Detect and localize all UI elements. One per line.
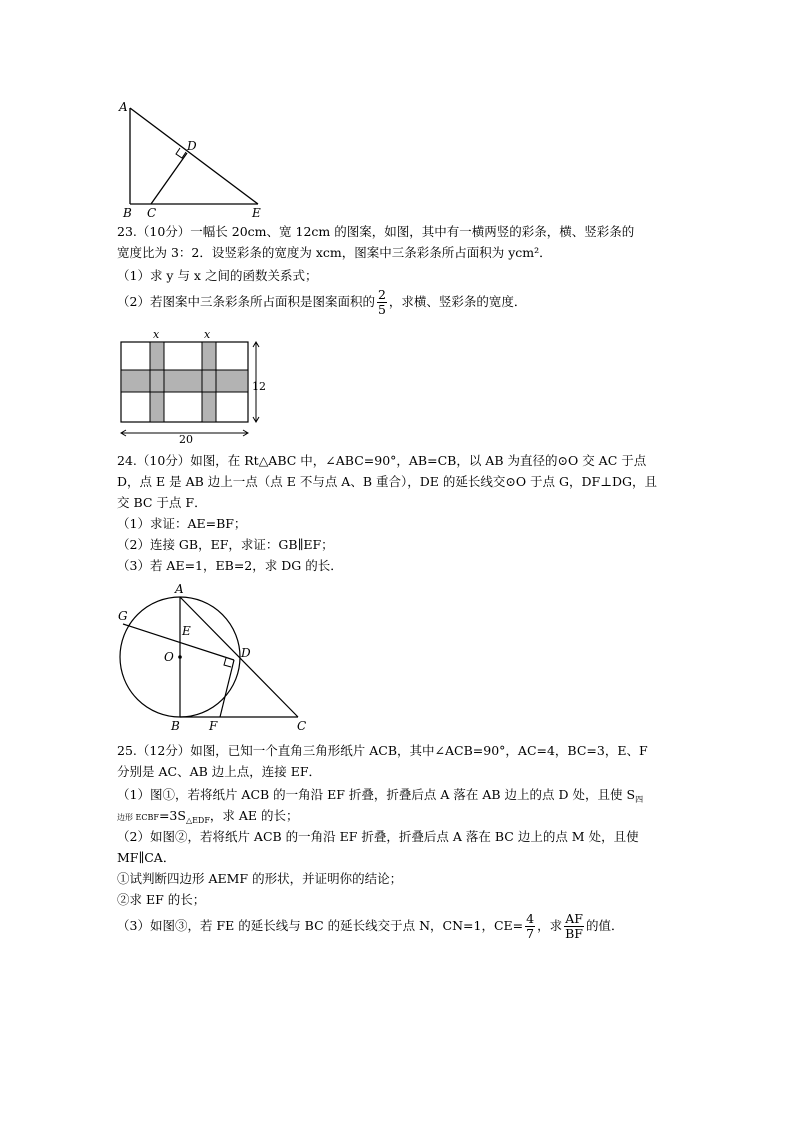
label-a: A — [119, 100, 128, 114]
label-x2: x — [204, 328, 211, 341]
q25-part1-tail: ，求 AE 的长； — [209, 808, 299, 823]
label-d: D — [187, 139, 197, 153]
right-angle-mark — [224, 658, 231, 667]
center-dot — [178, 655, 182, 659]
segment-df — [220, 660, 234, 717]
label-c: C — [147, 206, 157, 220]
fraction-denominator: 7 — [526, 926, 535, 941]
label-e: E — [252, 206, 261, 220]
vertical-stripe-1 — [150, 342, 164, 422]
fraction-numerator: 2 — [377, 287, 386, 302]
stripes-figure-q23 — [115, 326, 275, 444]
q24-line1: 24.（10分）如图，在 Rt△ABC 中，∠ABC=90°，AB=CB，以 AB 为直径的⊙O 交 AC 于点 — [117, 453, 647, 468]
fraction-numerator: 4 — [526, 911, 535, 926]
label-height: 12 — [252, 380, 266, 393]
q24-part1: （1）求证：AE=BF； — [117, 516, 247, 531]
q25-part2-b: MF∥CA． — [117, 850, 176, 865]
q24-part3: （3）若 AE=1，EB=2，求 DG 的长． — [117, 558, 343, 573]
q25-part1-a — [117, 787, 643, 808]
segment-gd — [123, 624, 234, 660]
q25-line2: 分别是 AC、AB 边上点，连接 EF． — [117, 764, 322, 779]
fraction-four-sevenths — [525, 912, 535, 941]
q25-part1-text: （1）图①，若将纸片 ACB 的一角沿 EF 折叠，折叠后点 A 落在 AB 边上的点 D 处，且使 S — [117, 787, 636, 802]
label-b: B — [123, 206, 132, 220]
label-c: C — [297, 719, 307, 733]
q23-line1: 23.（10分）一幅长 20cm、宽 12cm 的图案，如图，其中有一横两竖的彩条，横、竖彩条的 — [117, 224, 635, 239]
segment-cd — [151, 153, 187, 204]
fraction-numerator: AF — [565, 911, 583, 926]
label-e: E — [182, 624, 191, 638]
q25-part1-eq: =3S — [158, 808, 186, 823]
q25-part2-a: （2）如图②，若将纸片 ACB 的一角沿 EF 折叠，折叠后点 A 落在 BC 边上的点 M 处，且使 — [117, 829, 639, 844]
horizontal-stripe — [121, 370, 248, 392]
label-o: O — [164, 650, 174, 664]
circle-figure-q24 — [112, 580, 312, 736]
q23-part1: （1）求 y 与 x 之间的函数关系式； — [117, 268, 318, 283]
fraction-af-bf — [564, 912, 584, 941]
q25-part3-mid: ，求 — [537, 918, 563, 933]
label-g: G — [118, 609, 128, 623]
q23-part2 — [117, 286, 526, 318]
fraction-denominator: 5 — [377, 302, 386, 317]
subscript-ecbf: 边形 ECBF — [117, 813, 159, 822]
q24-line3: 交 BC 于点 F． — [117, 495, 207, 510]
q24-line2: D，点 E 是 AB 边上一点（点 E 不与点 A、B 重合），DE 的延长线交⊙O 于点 G，DF⊥DG，且 — [117, 474, 657, 489]
segment-ae — [130, 108, 258, 204]
subscript-edf: △EDF — [185, 816, 210, 825]
segment-ac — [180, 597, 298, 717]
fraction-denominator: BF — [565, 926, 583, 941]
triangle-figure-q22 — [115, 96, 275, 220]
q25-line1: 25.（12分）如图，已知一个直角三角形纸片 ACB，其中∠ACB=90°，AC=4，BC=3，E、F — [117, 743, 648, 758]
q24-part2: （2）连接 GB，EF，求证：GB∥EF； — [117, 537, 334, 552]
q25-part3 — [117, 910, 623, 942]
q23-part2-tail: ，求横、竖彩条的宽度． — [388, 294, 527, 309]
q23-line2: 宽度比为 3：2．设竖彩条的宽度为 xcm，图案中三条彩条所占面积为 ycm²． — [117, 245, 552, 260]
fraction-two-fifths — [377, 288, 387, 317]
label-width: 20 — [179, 433, 193, 444]
q25-part2-i: ①试判断四边形 AEMF 的形状，并证明你的结论； — [117, 871, 403, 886]
q25-part3-tail: 的值． — [585, 918, 624, 933]
q25-part2-ii: ②求 EF 的长； — [117, 892, 206, 907]
label-f: F — [209, 719, 218, 733]
q25-part1-b — [117, 808, 299, 829]
vertical-stripe-2 — [202, 342, 216, 422]
label-b: B — [171, 719, 180, 733]
label-d: D — [241, 646, 251, 660]
label-a: A — [175, 582, 184, 596]
subscript-si: 四 — [635, 795, 644, 804]
q23-part2-text: （2）若图案中三条彩条所占面积是图案面积的 — [117, 294, 375, 309]
q25-part3-text: （3）如图③，若 FE 的延长线与 BC 的延长线交于点 N，CN=1，CE= — [117, 918, 524, 933]
label-x1: x — [153, 328, 160, 341]
